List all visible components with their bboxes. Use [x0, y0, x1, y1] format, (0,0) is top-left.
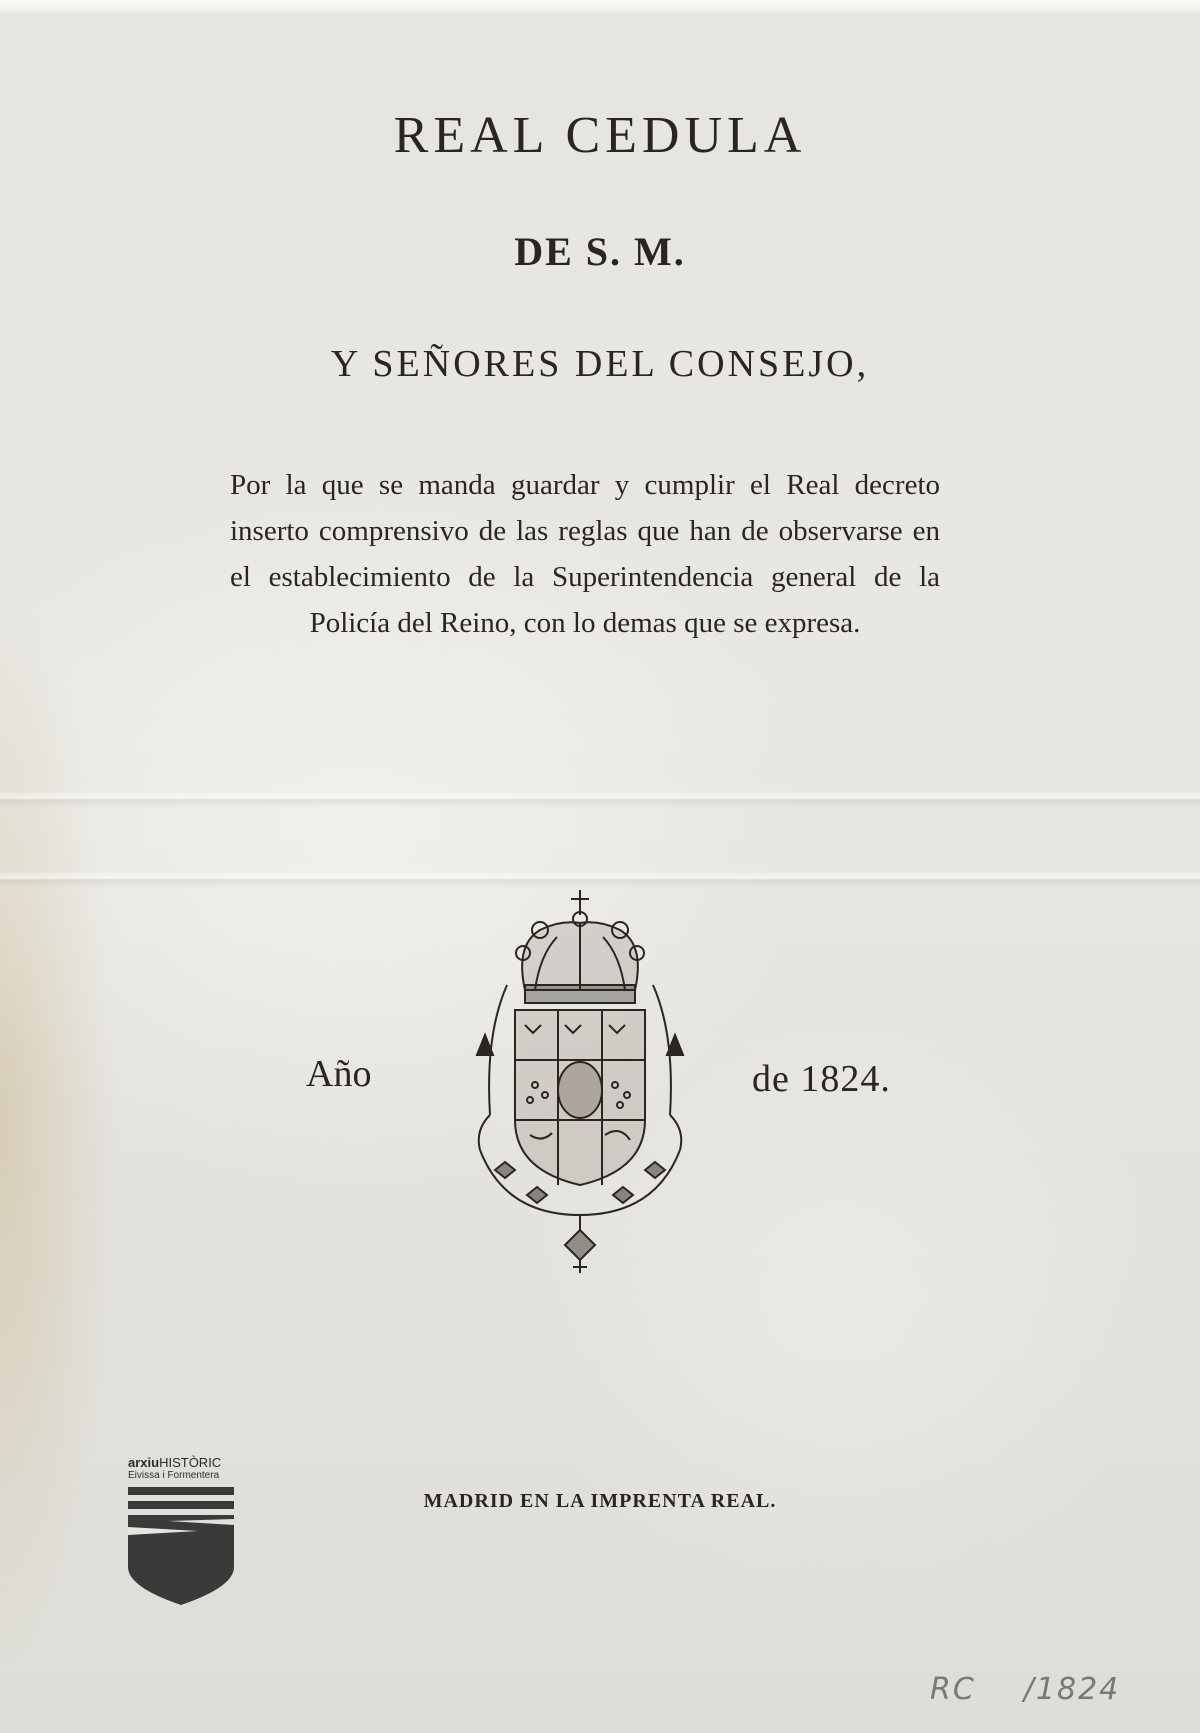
archive-shield-icon	[128, 1487, 234, 1605]
archive-logo-brand-regular: HISTÒRIC	[159, 1455, 222, 1470]
archive-logo-brand-bold: arxiu	[128, 1455, 160, 1470]
document-summary	[230, 462, 940, 646]
document-council-heading: Y SEÑORES DEL CONSEJO,	[330, 343, 870, 385]
pencil-annotation-year: /1824	[1023, 1672, 1121, 1707]
summary-line: inserto comprensivo de las reglas que han de observarse	[230, 515, 903, 547]
document-title: REAL CEDULA	[393, 107, 807, 164]
year-prefix: Año	[306, 1053, 372, 1095]
archive-logo	[128, 1456, 240, 1605]
torn-top-edge	[0, 0, 1200, 14]
paper-fold	[0, 790, 1200, 808]
summary-line: Por la que se manda guardar y cumplir el Real decreto	[230, 469, 940, 501]
summary-line: en el establecimiento de la Superintendencia general	[230, 515, 940, 593]
document-subtitle: DE S. M.	[514, 229, 686, 274]
summary-line: se expresa.	[733, 607, 861, 639]
pencil-annotation	[930, 1672, 1120, 1707]
pencil-annotation-code: RC	[930, 1672, 976, 1707]
royal-coat-of-arms-icon	[445, 885, 715, 1275]
printer-imprint: MADRID EN LA IMPRENTA REAL.	[423, 1490, 777, 1512]
year-suffix: de 1824.	[752, 1058, 891, 1100]
archive-logo-brand	[128, 1456, 240, 1470]
archive-logo-location: Eivissa i Formentera	[128, 1470, 220, 1481]
summary-line: de la Policía del Reino, con lo demas que	[309, 561, 941, 639]
